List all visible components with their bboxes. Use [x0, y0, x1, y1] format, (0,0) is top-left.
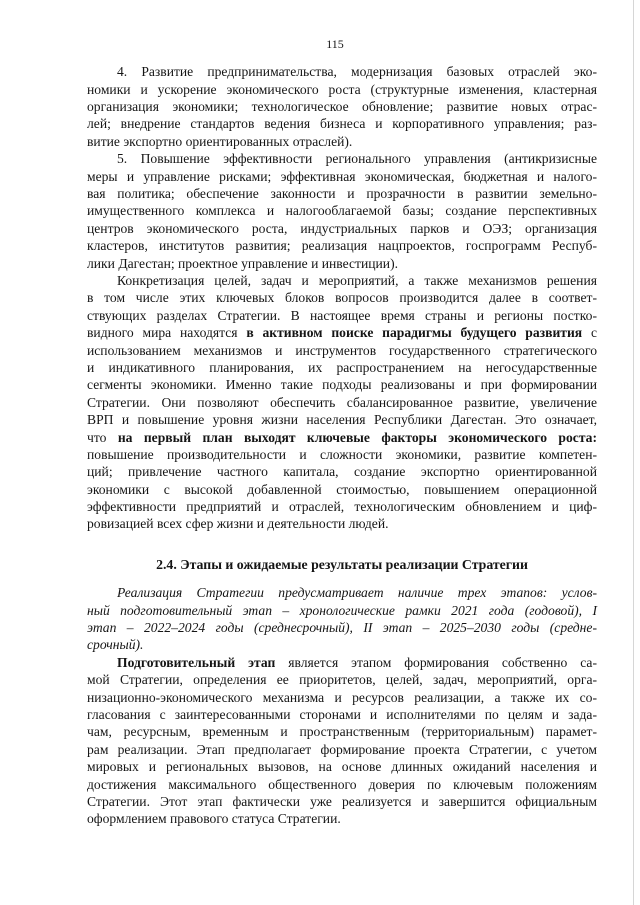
text-run: видного мира находятся	[87, 325, 247, 341]
text-line: рам реализации. Этап предполагает формирование проекта Стратегии, с учетом	[87, 741, 597, 757]
text-line: ровизацией всех сфер жизни и деятельности людей.	[87, 516, 389, 532]
text-line: меры и управление рисками; эффективная экономическая, бюджетная и налого-	[87, 168, 597, 184]
text-line: лей; внедрение стандартов ведения бизнеса и корпоративного управления; раз-	[87, 116, 597, 132]
text-line: витие экспортно ориентированных отраслей).	[87, 133, 353, 149]
text-line: мой Стратегии, определения ее приоритетов, целей, задач, мероприятий, орга-	[87, 672, 597, 688]
text-line: ВРП и повышение уровня жизни населения Республики Дагестан. Это означает,	[87, 412, 597, 428]
text-line: ций; привлечение частного капитала, создание экспортно ориентированной	[87, 464, 597, 480]
paragraph-item-5	[87, 150, 597, 272]
text-line: кластеров, институтов развития; реализация нацпроектов, госпрограмм Респуб-	[87, 238, 597, 254]
text-line	[87, 654, 597, 671]
body-text-block	[87, 63, 597, 533]
text-line: Конкретизация целей, задач и мероприятий, а также механизмов решения	[117, 272, 597, 288]
page-number: 115	[326, 37, 344, 51]
text-line: этап – 2022–2024 годы (среднесрочный), II этап – 2025–2030 годы (средне-	[87, 620, 597, 636]
text-line: сегменты экономики. Именно такие подходы реализованы и при формировании	[87, 377, 597, 393]
paragraph-stages-intro	[87, 584, 597, 654]
text-line: использованием механизмов и инструментов государственного стратегического	[87, 342, 597, 358]
text-line: Стратегии. Они позволяют обеспечить сбалансированное развитие, увеличение	[87, 394, 597, 410]
paragraph-item-4	[87, 63, 597, 150]
body-text-block	[87, 584, 597, 827]
text-line: срочный).	[87, 637, 144, 653]
text-line: ный подготовительный этап – хронологические рамки 2021 года (годовой), I	[87, 602, 597, 618]
text-line: 5. Повышение эффективности регионального управления (антикризисные	[117, 151, 597, 167]
text-line: в том числе этих ключевых блоков вопросов производится далее в соответ-	[87, 290, 597, 306]
text-line: мировых и региональных вызовов, на основе длинных ожиданий населения и	[87, 759, 597, 775]
text-line: лики Дагестан; проектное управление и инвестиции).	[87, 255, 399, 271]
text-line: организация экономики; технологическое обновление; развитие новых отрас-	[87, 99, 597, 115]
text-line: повышение производительности и сложности экономики, развитие компетен-	[87, 446, 597, 462]
section-heading: 2.4. Этапы и ожидаемые результаты реализации Стратегии	[156, 557, 528, 572]
text-line: эффективности предприятий и отраслей, технологическим обновлением и циф-	[87, 499, 597, 515]
text-line: оформлением правового статуса Стратегии.	[87, 811, 341, 827]
paragraph-preparatory-stage	[87, 654, 597, 828]
text-run: является этапом формирования собственно са-	[275, 654, 597, 670]
text-line: имущественного комплекса и налогооблагаемой базы; создание перспективных	[87, 203, 597, 219]
text-line: чам, ресурсным, временным и пространственным (территориальным) парамет-	[87, 724, 597, 740]
text-run: что	[87, 429, 118, 445]
scan-edge	[633, 0, 634, 905]
text-line: центров экономического роста, индустриальных парков и ОЭЗ; организация	[87, 220, 597, 236]
text-line	[87, 429, 597, 446]
text-line: достижения максимального общественного доверия по ключевым положениям	[87, 776, 597, 792]
text-run: с	[582, 325, 597, 341]
bold-emphasis: Подготовительный этап	[117, 654, 276, 670]
text-line: вая политика; обеспечение законности и прозрачности в развитии земельно-	[87, 186, 597, 202]
text-line: гласования с заинтересованными сторонами и исполнителями по целям и зада-	[87, 707, 597, 723]
text-line: и индикативного планирования, их распространением на негосударственные	[87, 359, 597, 375]
text-line: номики и ускорение экономического роста (структурные изменения, кластерная	[87, 81, 597, 97]
text-line: Стратегии. Этот этап фактически уже реализуется и завершится официальным	[87, 793, 597, 809]
text-line: низационно-экономического механизма и ресурсов реализации, а также их со-	[87, 689, 597, 705]
bold-emphasis: на первый план выходят ключевые факторы экономического роста:	[117, 429, 597, 445]
bold-emphasis: в активном поиске парадигмы будущего развития	[246, 325, 583, 341]
text-line: Реализация Стратегии предусматривает наличие трех этапов: услов-	[117, 585, 597, 601]
text-line	[87, 324, 597, 341]
text-line: экономики с высокой добавленной стоимостью, повышением операционной	[87, 481, 597, 497]
text-line: 4. Развитие предпринимательства, модернизация базовых отраслей эко-	[117, 64, 597, 80]
paragraph-specification	[87, 272, 597, 533]
text-line: ствующих разделах Стратегии. В настоящее время страны и регионы постко-	[87, 307, 597, 323]
